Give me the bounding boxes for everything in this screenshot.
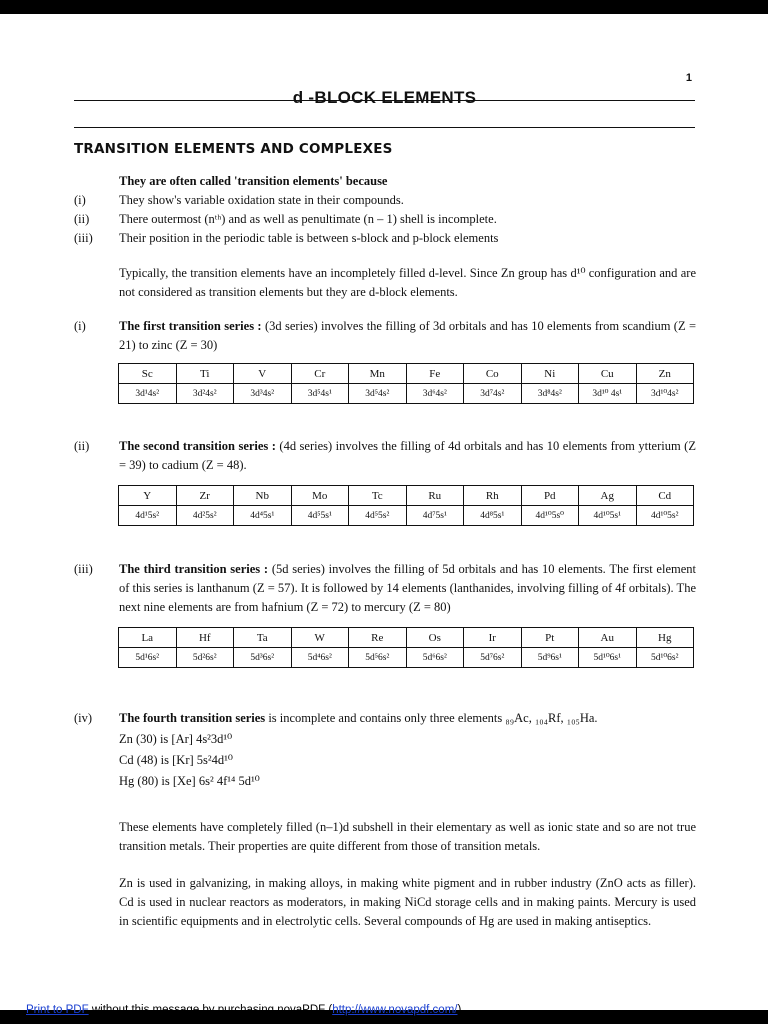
- config-row: [119, 648, 694, 668]
- series-desc: is incomplete and contains only three elements ₈₉Ac, ₁₀₄Rf, ₁₀₅Ha.: [265, 711, 598, 725]
- element-symbol: Ru: [406, 486, 464, 506]
- element-config: 4d²5s²: [176, 506, 234, 526]
- config-row: [119, 506, 694, 526]
- element-config: 3d³4s²: [234, 384, 292, 404]
- element-symbol: Rh: [464, 486, 522, 506]
- element-config: 4d¹⁰5s²: [636, 506, 694, 526]
- element-symbol: Zn: [636, 364, 694, 384]
- element-symbol: Cu: [579, 364, 637, 384]
- element-config: 4d⁸5s¹: [464, 506, 522, 526]
- config-line: Zn (30) is [Ar] 4s²3d¹⁰: [119, 732, 233, 746]
- series-title: The third transition series :: [119, 562, 269, 576]
- element-row: [119, 628, 694, 648]
- element-symbol: Zr: [176, 486, 234, 506]
- element-symbol: Y: [119, 486, 177, 506]
- element-config: 5d⁹6s¹: [521, 648, 579, 668]
- element-config: 4d⁵5s²: [349, 506, 407, 526]
- element-config: 5d⁴6s²: [291, 648, 349, 668]
- element-symbol: Sc: [119, 364, 177, 384]
- footer-text: without this message by purchasing novaPDF (: [88, 1004, 333, 1016]
- intro-block: [74, 172, 696, 248]
- element-config: 5d⁵6s²: [349, 648, 407, 668]
- series-4: [74, 709, 696, 791]
- series-1-table: [118, 363, 694, 404]
- element-symbol: La: [119, 628, 177, 648]
- element-config: 5d¹⁰6s²: [636, 648, 694, 668]
- intro-point: [74, 191, 696, 210]
- element-config: 3d⁸4s²: [521, 384, 579, 404]
- element-config: 4d⁷5s¹: [406, 506, 464, 526]
- series-2-table: [118, 485, 694, 526]
- element-symbol: Mn: [349, 364, 407, 384]
- series-title: The first transition series :: [119, 319, 262, 333]
- element-symbol: Mo: [291, 486, 349, 506]
- element-symbol: Pd: [521, 486, 579, 506]
- series-1: [74, 317, 696, 355]
- config-line: Hg (80) is [Xe] 6s² 4f¹⁴ 5d¹⁰: [119, 774, 260, 788]
- point-text: There outermost (nᵗʰ) and as well as penultimate (n – 1) shell is incomplete.: [119, 212, 497, 226]
- config-line: Cd (48) is [Kr] 5s²4d¹⁰: [119, 753, 233, 767]
- element-symbol: Os: [406, 628, 464, 648]
- footer-text-end: ): [457, 1004, 462, 1016]
- page-number: 1: [685, 72, 692, 84]
- series-3-table: [118, 627, 694, 668]
- series-number: (ii): [74, 439, 90, 453]
- element-config: 5d¹6s²: [119, 648, 177, 668]
- page-title: d -BLOCK ELEMENTS: [292, 88, 477, 107]
- element-config: 4d⁴5s¹: [234, 506, 292, 526]
- element-symbol: Ag: [579, 486, 637, 506]
- config-row: [119, 384, 694, 404]
- section-subtitle: TRANSITION ELEMENTS AND COMPLEXES: [74, 141, 393, 157]
- series-desc: (3d series) involves the filling of 3d orbitals and has 10 elements from scandium (Z = 21) to zinc (Z = 30): [119, 319, 696, 352]
- element-config: 5d²6s²: [176, 648, 234, 668]
- series-desc: (4d series) involves the filling of 4d orbitals and has 10 elements from ytterium (Z = 39) to cadium (Z = 48).: [119, 439, 696, 472]
- novapdf-footer: [26, 1004, 461, 1016]
- intro-note: Typically, the transition elements have an incompletely filled d-level. Since Zn group has d¹⁰ configuration and are not considered as transition elements but they are d-block elements.: [119, 266, 696, 299]
- element-config: 3d¹4s²: [119, 384, 177, 404]
- print-to-pdf-link[interactable]: Print to PDF: [26, 1004, 89, 1016]
- element-config: 3d¹⁰ 4s¹: [579, 384, 637, 404]
- series-3: [74, 560, 696, 617]
- intro-point: [74, 229, 696, 248]
- element-symbol: Cd: [636, 486, 694, 506]
- element-symbol: Ni: [521, 364, 579, 384]
- title-bottom-rule: [74, 127, 695, 128]
- series-number: (iv): [74, 711, 93, 725]
- point-text: Their position in the periodic table is between s-block and p-block elements: [119, 231, 499, 245]
- series-number: (i): [74, 319, 86, 333]
- element-config: 4d¹5s²: [119, 506, 177, 526]
- element-config: 3d⁵4s²: [349, 384, 407, 404]
- point-text: They show's variable oxidation state in their compounds.: [119, 193, 404, 207]
- element-symbol: V: [234, 364, 292, 384]
- element-row: [119, 486, 694, 506]
- element-config: 3d⁷4s²: [464, 384, 522, 404]
- element-config: 3d⁶4s²: [406, 384, 464, 404]
- intro-point: [74, 210, 696, 229]
- element-config: 3d¹⁰4s²: [636, 384, 694, 404]
- element-row: [119, 364, 694, 384]
- series-2: [74, 437, 696, 475]
- novapdf-url-link[interactable]: http://www.novapdf.com/: [332, 1004, 458, 1016]
- series-desc: (5d series) involves the filling of 5d orbitals and has 10 elements. The first element of this series is lanthanum (Z = 57). It is followed by 14 elements (lanthanides, involving filling of 4f orbitals). The next nine elements are from hafnium (Z = 72) to mercury (Z = 80): [119, 562, 696, 614]
- element-config: 5d¹⁰6s¹: [579, 648, 637, 668]
- element-config: 5d³6s²: [234, 648, 292, 668]
- element-config: 4d¹⁰5s⁰: [521, 506, 579, 526]
- point-number: (iii): [74, 231, 93, 245]
- element-symbol: Hf: [176, 628, 234, 648]
- element-config: 5d⁶6s²: [406, 648, 464, 668]
- intro-heading: They are often called 'transition elements' because: [119, 174, 388, 188]
- element-symbol: Ti: [176, 364, 234, 384]
- element-symbol: W: [291, 628, 349, 648]
- element-config: 3d²4s²: [176, 384, 234, 404]
- element-config: 4d⁵5s¹: [291, 506, 349, 526]
- element-config: 3d⁵4s¹: [291, 384, 349, 404]
- element-symbol: Hg: [636, 628, 694, 648]
- element-symbol: Pt: [521, 628, 579, 648]
- element-symbol: Nb: [234, 486, 292, 506]
- top-black-bar: [0, 0, 768, 14]
- element-symbol: Tc: [349, 486, 407, 506]
- element-config: 5d⁷6s²: [464, 648, 522, 668]
- element-symbol: Cr: [291, 364, 349, 384]
- series-title: The second transition series :: [119, 439, 276, 453]
- element-symbol: Ir: [464, 628, 522, 648]
- series-number: (iii): [74, 562, 93, 576]
- paragraph-filled-subshell: These elements have completely filled (n–1)d subshell in their elementary as well as ionic state and so are not true transition metals. Their properties are quite different from those of transition metals.: [119, 820, 696, 853]
- point-number: (ii): [74, 212, 90, 226]
- element-config: 4d¹⁰5s¹: [579, 506, 637, 526]
- series-title: The fourth transition series: [119, 711, 266, 725]
- element-symbol: Ta: [234, 628, 292, 648]
- element-symbol: Au: [579, 628, 637, 648]
- paragraph-uses: Zn is used in galvanizing, in making alloys, in making white pigment and in rubber industry (ZnO acts as filler). Cd is used in nuclear reactors as moderators, in making NiCd storage cells and in making paints. Mercury is used in scientific equipments and in electrolytic cells. Several compounds of Hg are used in making antiseptics.: [119, 876, 696, 928]
- element-symbol: Co: [464, 364, 522, 384]
- point-number: (i): [74, 193, 86, 207]
- element-symbol: Fe: [406, 364, 464, 384]
- element-symbol: Re: [349, 628, 407, 648]
